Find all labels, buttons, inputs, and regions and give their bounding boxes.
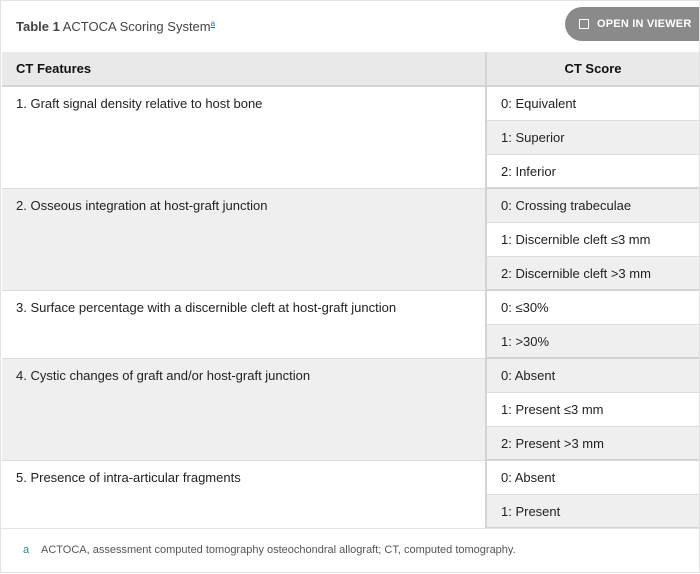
table-header xyxy=(1,1,700,53)
table-title xyxy=(16,19,215,34)
table-row xyxy=(2,290,699,324)
table-body xyxy=(2,86,699,528)
score-cell: 0: Equivalent xyxy=(486,86,699,120)
table-label: Table 1 xyxy=(16,19,60,34)
footnote-ref-link[interactable]: a xyxy=(210,19,216,28)
open-in-viewer-label: OPEN IN VIEWER xyxy=(597,18,692,30)
feature-cell: 3. Surface percentage with a discernible cleft at host-graft junction xyxy=(2,290,486,358)
score-cell: 2: Inferior xyxy=(486,154,699,188)
feature-cell: 5. Presence of intra-articular fragments xyxy=(2,460,486,528)
square-icon xyxy=(579,19,589,29)
feature-cell: 1. Graft signal density relative to host bone xyxy=(2,86,486,188)
score-cell: 0: ≤30% xyxy=(486,290,699,324)
table-row xyxy=(2,188,699,222)
footnote-mark: a xyxy=(23,544,30,556)
score-cell: 0: Crossing trabeculae xyxy=(486,188,699,222)
table-row xyxy=(2,460,699,494)
score-cell: 1: Superior xyxy=(486,120,699,154)
footnote-text: ACTOCA, assessment computed tomography osteochondral allograft; CT, computed tomography. xyxy=(41,544,516,556)
table-title-text: ACTOCA Scoring System xyxy=(62,19,211,34)
score-cell: 0: Absent xyxy=(486,460,699,494)
score-cell: 1: Discernible cleft ≤3 mm xyxy=(486,222,699,256)
open-in-viewer-button[interactable] xyxy=(565,7,699,41)
score-cell: 2: Present >3 mm xyxy=(486,426,699,460)
score-cell: 1: Present xyxy=(486,494,699,528)
score-cell: 1: >30% xyxy=(486,324,699,358)
scoring-table xyxy=(2,52,699,529)
table-row xyxy=(2,358,699,392)
column-header-score: CT Score xyxy=(486,52,699,86)
feature-cell: 4. Cystic changes of graft and/or host-graft junction xyxy=(2,358,486,460)
footnote xyxy=(1,528,700,574)
column-header-features: CT Features xyxy=(2,52,486,86)
feature-cell: 2. Osseous integration at host-graft junction xyxy=(2,188,486,290)
score-cell: 0: Absent xyxy=(486,358,699,392)
table-header-row xyxy=(2,52,699,86)
score-cell: 1: Present ≤3 mm xyxy=(486,392,699,426)
score-cell: 2: Discernible cleft >3 mm xyxy=(486,256,699,290)
table-row xyxy=(2,86,699,120)
